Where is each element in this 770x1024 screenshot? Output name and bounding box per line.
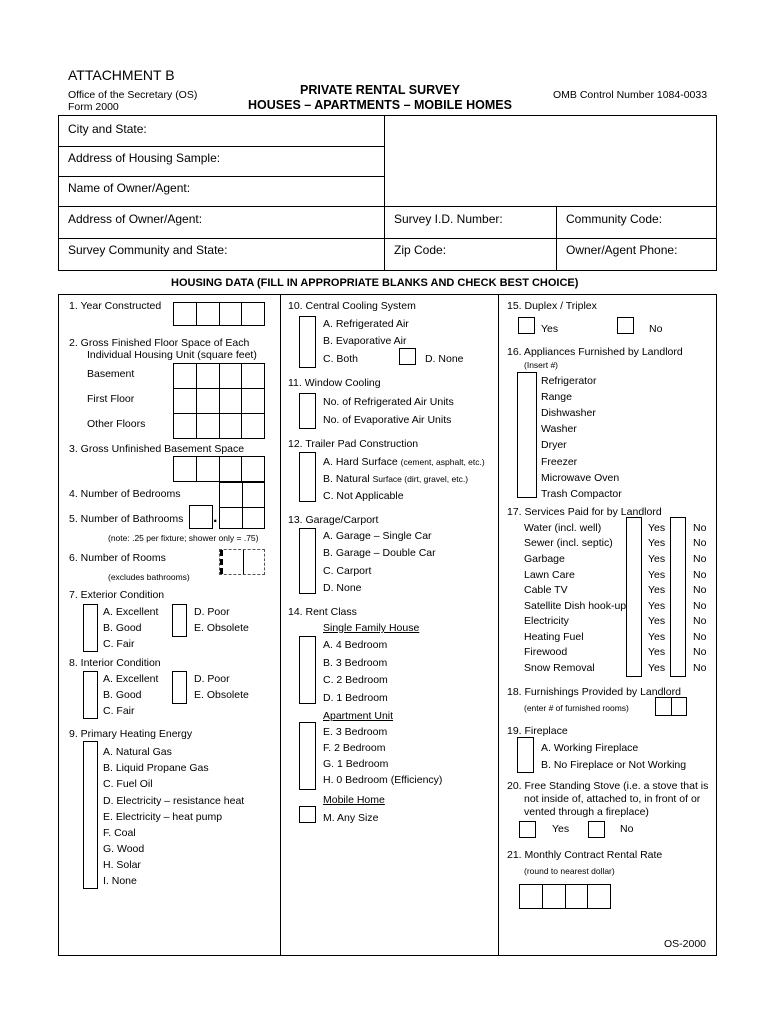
basement-label: Basement	[87, 368, 135, 380]
first-floor-area-input[interactable]	[173, 388, 265, 414]
fireplace-none: B. No Fireplace or Not Working	[541, 759, 687, 771]
service-yes: Yes	[648, 522, 666, 534]
interior-checkbox-group-2[interactable]	[172, 671, 187, 704]
monthly-rent-input[interactable]	[519, 884, 611, 909]
service-no: No	[693, 537, 707, 549]
q9-label: 9. Primary Heating Energy	[69, 728, 193, 740]
rent-class-option: F. 2 Bedroom	[323, 742, 386, 754]
q6-note: (excludes bathrooms)	[108, 572, 190, 582]
exterior-excellent: A. Excellent	[103, 606, 159, 618]
q4-label: 4. Number of Bedrooms	[69, 488, 181, 500]
rooms-input[interactable]	[219, 549, 265, 575]
owner-phone-field[interactable]: Owner/Agent Phone:	[566, 243, 678, 257]
heating-option: A. Natural Gas	[103, 746, 172, 758]
garage-double: B. Garage – Double Car	[323, 547, 436, 559]
q20-label-3: vented through a fireplace)	[524, 806, 649, 818]
heating-checkbox-column[interactable]	[83, 741, 98, 889]
rent-class-option: B. 3 Bedroom	[323, 657, 388, 669]
q14-label: 14. Rent Class	[288, 606, 357, 618]
garage-single: A. Garage – Single Car	[323, 530, 432, 542]
bedrooms-input[interactable]	[219, 482, 265, 508]
omb-number: OMB Control Number 1084-0033	[553, 89, 708, 101]
cooling-refrigerated: A. Refrigerated Air	[323, 318, 409, 330]
furnished-rooms-input[interactable]	[655, 697, 687, 716]
apartment-heading: Apartment Unit	[323, 710, 394, 722]
service-yes: Yes	[648, 662, 666, 674]
address-sample-field[interactable]: Address of Housing Sample:	[68, 151, 221, 165]
carport: C. Carport	[323, 565, 372, 577]
owner-name-field[interactable]: Name of Owner/Agent:	[68, 181, 191, 195]
interior-obsolete: E. Obsolete	[194, 689, 249, 701]
service-yes: Yes	[648, 537, 666, 549]
form-subtitle: HOUSES – APARTMENTS – MOBILE HOMES	[248, 98, 512, 112]
service-no: No	[693, 615, 707, 627]
q13-label: 13. Garage/Carport	[288, 514, 379, 526]
garage-checkbox-column[interactable]	[299, 528, 316, 594]
survey-id-field[interactable]: Survey I.D. Number:	[394, 212, 503, 226]
decimal-point: .	[213, 509, 218, 526]
service-yes: Yes	[648, 600, 666, 612]
mobile-home-heading: Mobile Home	[323, 794, 385, 806]
service-yes: Yes	[648, 553, 666, 565]
stove-no: No	[620, 823, 634, 835]
appliance-item: Washer	[541, 423, 577, 435]
service-no: No	[693, 553, 707, 565]
owner-address-field[interactable]: Address of Owner/Agent:	[68, 212, 203, 226]
appliance-item: Freezer	[541, 456, 578, 468]
interior-fair: C. Fair	[103, 705, 135, 717]
duplex-no: No	[649, 323, 663, 335]
service-item: Garbage	[524, 553, 565, 565]
q10-label: 10. Central Cooling System	[288, 300, 416, 312]
q16-insert-note: (Insert #)	[524, 360, 559, 370]
q1-label: 1. Year Constructed	[69, 300, 162, 312]
other-floors-area-input[interactable]	[173, 413, 265, 439]
service-no: No	[693, 584, 707, 596]
q21-note: (round to nearest dollar)	[524, 866, 615, 876]
duplex-yes-checkbox[interactable]	[518, 317, 535, 334]
service-yes: Yes	[648, 615, 666, 627]
cooling-none: D. None	[425, 353, 464, 365]
office-label: Office of the Secretary (OS)	[68, 89, 198, 101]
q19-label: 19. Fireplace	[507, 725, 568, 737]
heating-option: C. Fuel Oil	[103, 778, 153, 790]
cooling-both: C. Both	[323, 353, 359, 365]
city-state-field[interactable]: City and State:	[68, 122, 147, 136]
service-item: Sewer (incl. septic)	[524, 537, 613, 549]
exterior-obsolete: E. Obsolete	[194, 622, 249, 634]
trailer-pad-na: C. Not Applicable	[323, 490, 404, 502]
appliance-item: Trash Compactor	[541, 488, 622, 500]
service-no: No	[693, 662, 707, 674]
unfinished-basement-input[interactable]	[173, 456, 265, 482]
q8-label: 8. Interior Condition	[69, 657, 161, 669]
cooling-evaporative: B. Evaporative Air	[323, 335, 407, 347]
q2-label: 2. Gross Finished Floor Space of Each	[69, 337, 250, 349]
attachment-label: ATTACHMENT B	[68, 67, 175, 83]
exterior-good: B. Good	[103, 622, 142, 634]
q15-label: 15. Duplex / Triplex	[507, 300, 597, 312]
service-no: No	[693, 522, 707, 534]
service-yes: Yes	[648, 646, 666, 658]
service-no: No	[693, 631, 707, 643]
q18-note: (enter # of furnished rooms)	[524, 703, 629, 713]
service-item: Heating Fuel	[524, 631, 584, 643]
form-footer-code: OS-2000	[664, 938, 707, 950]
exterior-fair: C. Fair	[103, 638, 135, 650]
services-yes-column[interactable]	[626, 517, 642, 677]
service-yes: Yes	[648, 569, 666, 581]
service-item: Snow Removal	[524, 662, 595, 674]
appliance-item: Range	[541, 391, 572, 403]
fireplace-working: A. Working Fireplace	[541, 742, 639, 754]
heating-option: G. Wood	[103, 843, 145, 855]
heating-option: I. None	[103, 875, 137, 887]
interior-excellent: A. Excellent	[103, 673, 159, 685]
interior-checkbox-group-1[interactable]	[83, 671, 98, 719]
appliance-item: Dishwasher	[541, 407, 596, 419]
interior-good: B. Good	[103, 689, 142, 701]
first-floor-label: First Floor	[87, 393, 135, 405]
rent-class-option: C. 2 Bedroom	[323, 674, 388, 686]
appliance-item: Refrigerator	[541, 375, 597, 387]
duplex-no-checkbox[interactable]	[617, 317, 634, 334]
form-label: Form 2000	[68, 101, 119, 113]
appliances-input-column[interactable]	[517, 372, 537, 498]
survey-community-field[interactable]: Survey Community and State:	[68, 243, 228, 257]
appliance-item: Microwave Oven	[541, 472, 620, 484]
interior-poor: D. Poor	[194, 673, 230, 685]
exterior-poor: D. Poor	[194, 606, 230, 618]
zip-code-field[interactable]: Zip Code:	[394, 243, 447, 257]
heating-option: F. Coal	[103, 827, 136, 839]
service-no: No	[693, 600, 707, 612]
service-yes: Yes	[648, 631, 666, 643]
bathrooms-whole-input[interactable]	[189, 505, 213, 529]
rent-class-option: E. 3 Bedroom	[323, 726, 388, 738]
stove-yes: Yes	[552, 823, 570, 835]
heating-option: E. Electricity – heat pump	[103, 811, 223, 823]
q6-label: 6. Number of Rooms	[69, 552, 166, 564]
mobile-home-checkbox[interactable]	[299, 806, 316, 823]
rent-class-option: H. 0 Bedroom (Efficiency)	[323, 774, 443, 786]
q12-label: 12. Trailer Pad Construction	[288, 438, 419, 450]
bathrooms-fraction-input[interactable]	[219, 507, 265, 529]
q2-label-2: Individual Housing Unit (square feet)	[87, 349, 257, 361]
appliance-item: Dryer	[541, 439, 567, 451]
year-constructed-input[interactable]	[173, 302, 265, 326]
q11-label: 11. Window Cooling	[288, 377, 381, 389]
basement-area-input[interactable]	[173, 363, 265, 389]
service-no: No	[693, 646, 707, 658]
trailer-pad-hard: A. Hard Surface (cement, asphalt, etc.)	[323, 456, 485, 468]
services-no-column[interactable]	[670, 517, 686, 677]
single-family-heading: Single Family House	[323, 622, 420, 634]
heating-option: D. Electricity – resistance heat	[103, 795, 245, 807]
stove-yes-checkbox[interactable]	[519, 821, 536, 838]
q16-label: 16. Appliances Furnished by Landlord	[507, 346, 683, 358]
rent-class-option: D. 1 Bedroom	[323, 692, 388, 704]
q5-note: (note: .25 per fixture; shower only = .75)	[108, 533, 259, 543]
exterior-checkbox-group-1[interactable]	[83, 604, 98, 652]
service-item: Firewood	[524, 646, 568, 658]
q21-label: 21. Monthly Contract Rental Rate	[507, 849, 663, 861]
q5-label: 5. Number of Bathrooms	[69, 513, 184, 525]
service-no: No	[693, 569, 707, 581]
heating-option: H. Solar	[103, 859, 141, 871]
exterior-checkbox-group-2[interactable]	[172, 604, 187, 637]
apt-checkbox-column[interactable]	[299, 722, 316, 790]
stove-no-checkbox[interactable]	[588, 821, 605, 838]
q18-label: 18. Furnishings Provided by Landlord	[507, 686, 681, 698]
q20-label: 20. Free Standing Stove (i.e. a stove that is	[507, 780, 709, 792]
refrigerated-units: No. of Refrigerated Air Units	[323, 396, 454, 408]
housing-data-title: HOUSING DATA (FILL IN APPROPRIATE BLANKS AND CHECK BEST CHOICE)	[171, 277, 579, 289]
other-floors-label: Other Floors	[87, 418, 146, 430]
q3-label: 3. Gross Unfinished Basement Space	[69, 443, 245, 455]
rent-class-option: G. 1 Bedroom	[323, 758, 389, 770]
evaporative-units: No. of Evaporative Air Units	[323, 414, 452, 426]
mobile-home-any-size: M. Any Size	[323, 812, 379, 824]
q20-label-2: not inside of, attached to, in front of or	[524, 793, 701, 805]
duplex-yes: Yes	[541, 323, 559, 335]
window-cooling-inputs[interactable]	[299, 393, 316, 429]
trailer-pad-checkbox-column[interactable]	[299, 452, 316, 502]
rent-class-option: A. 4 Bedroom	[323, 639, 388, 651]
form-title: PRIVATE RENTAL SURVEY	[300, 83, 460, 97]
garage-none: D. None	[323, 582, 362, 594]
community-code-field[interactable]: Community Code:	[566, 212, 663, 226]
cooling-none-checkbox[interactable]	[399, 348, 416, 365]
fireplace-checkbox-column[interactable]	[517, 737, 534, 773]
service-item: Satellite Dish hook-up	[524, 600, 627, 612]
trailer-pad-natural: B. Natural Surface (dirt, gravel, etc.)	[323, 473, 469, 485]
service-item: Water (incl. well)	[524, 522, 602, 534]
heating-option: B. Liquid Propane Gas	[103, 762, 209, 774]
q17-label: 17. Services Paid for by Landlord	[507, 506, 662, 518]
service-yes: Yes	[648, 584, 666, 596]
q7-label: 7. Exterior Condition	[69, 589, 165, 601]
service-item: Lawn Care	[524, 569, 575, 581]
service-item: Electricity	[524, 615, 569, 627]
sfh-checkbox-column[interactable]	[299, 636, 316, 704]
service-item: Cable TV	[524, 584, 568, 596]
cooling-checkbox-column[interactable]	[299, 316, 316, 368]
